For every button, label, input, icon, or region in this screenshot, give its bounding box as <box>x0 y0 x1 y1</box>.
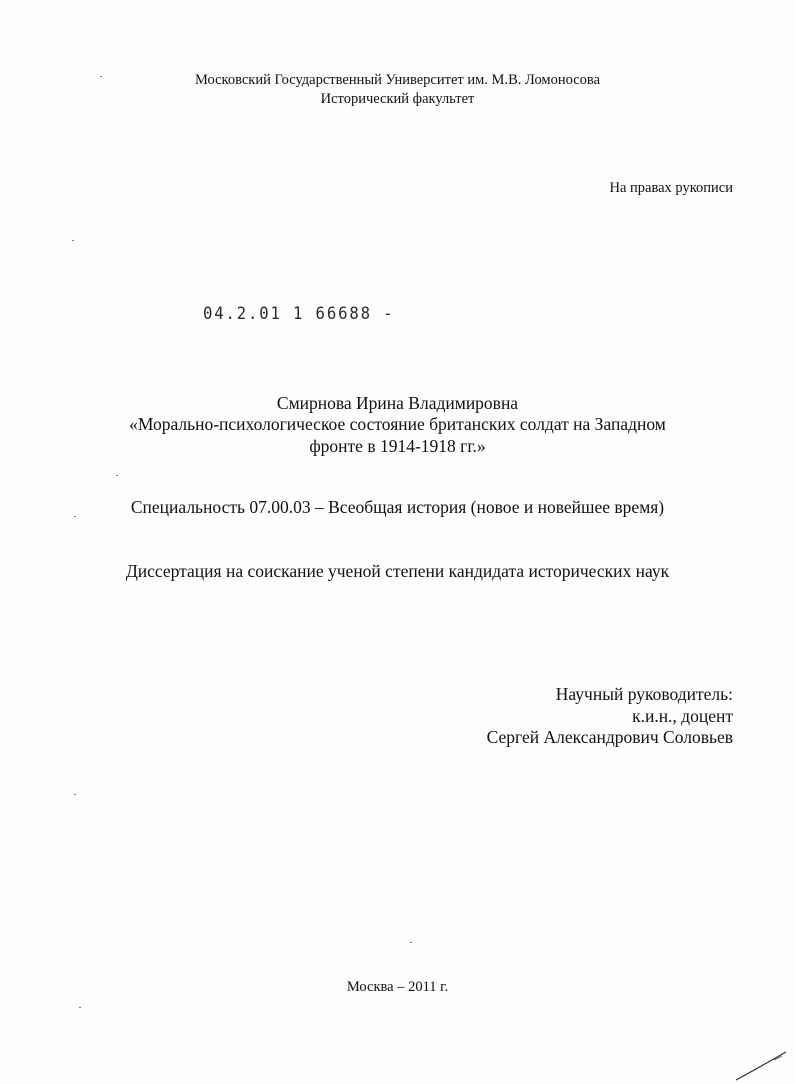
scan-speck <box>79 1007 81 1008</box>
scan-speck <box>100 76 102 77</box>
scan-speck <box>74 794 76 795</box>
scan-speck <box>116 475 118 476</box>
scan-speck <box>410 942 412 943</box>
manuscript-note: На правах рукописи <box>609 180 733 196</box>
dissertation-type: Диссертация на соискание ученой степени кандидата исторических наук <box>125 561 670 581</box>
catalog-stamp: 04.2.01 1 66688 - <box>203 304 395 324</box>
faculty-name: Исторический факультет <box>320 91 475 107</box>
supervisor-name: Сергей Александрович Соловьев <box>486 727 733 747</box>
place-and-year: Москва – 2011 г. <box>346 979 449 995</box>
author-name: Смирнова Ирина Владимировна <box>276 393 519 413</box>
pen-stroke-mark <box>730 1030 790 1084</box>
specialty: Специальность 07.00.03 – Всеобщая история (новое и новейшее время) <box>130 497 665 517</box>
scan-speck <box>72 240 74 241</box>
dissertation-title-line-1: «Морально-психологическое состояние британских солдат на Западном <box>129 414 666 434</box>
dissertation-title-line-2: фронте в 1914-1918 гг.» <box>309 436 486 456</box>
supervisor-label: Научный руководитель: <box>555 684 733 704</box>
supervisor-degree: к.и.н., доцент <box>632 706 733 726</box>
university-name: Московский Государственный Университет им. М.В. Ломоносова <box>194 72 601 88</box>
scan-speck <box>74 516 76 517</box>
